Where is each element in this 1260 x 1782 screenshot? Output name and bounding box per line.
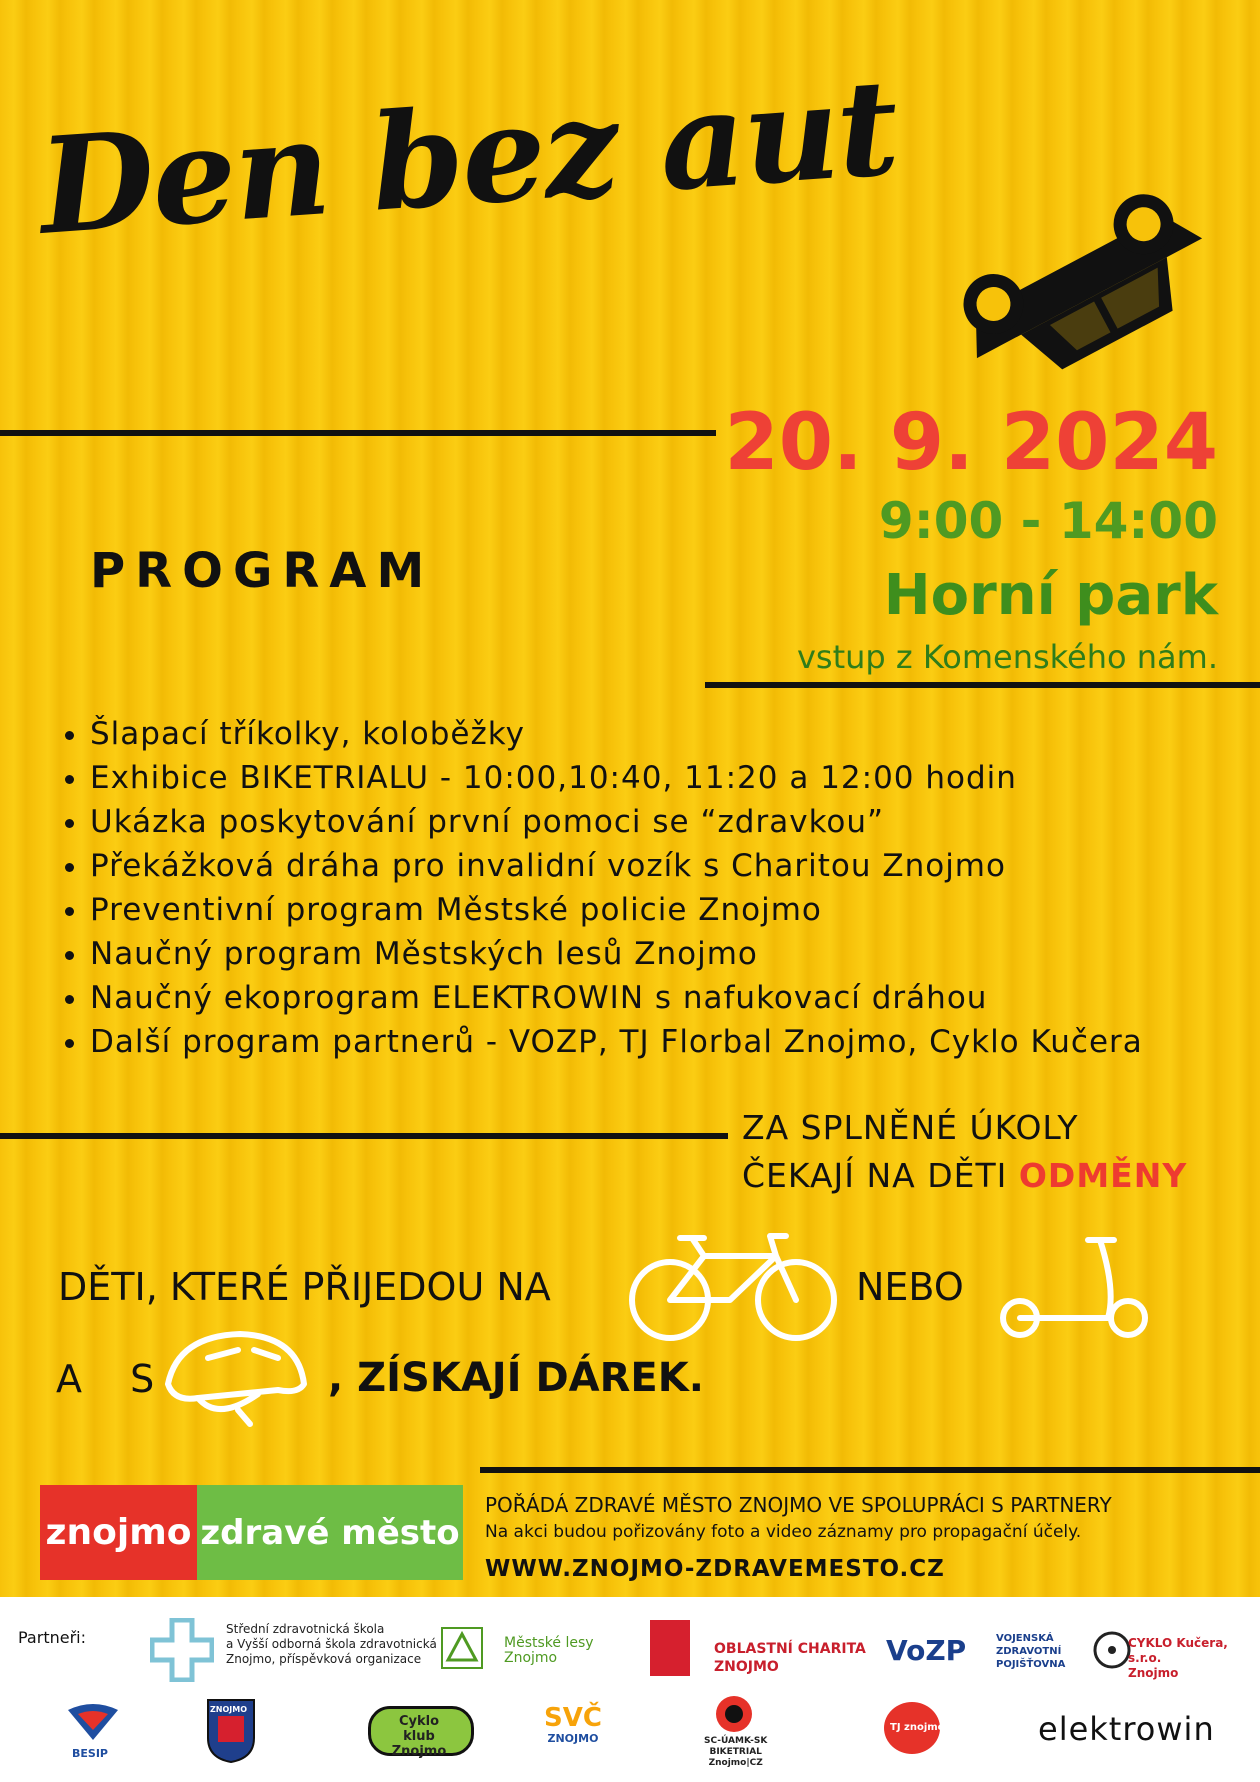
partner-vozp-text: VOJENSKÁ ZDRAVOTNÍ POJIŠŤOVNA — [996, 1633, 1066, 1670]
kids-text-2: NEBO — [856, 1265, 964, 1309]
partners-label: Partneři: — [18, 1628, 86, 1647]
scooter-icon — [998, 1230, 1150, 1342]
organizer-text: POŘÁDÁ ZDRAVÉ MĚSTO ZNOJMO VE SPOLUPRÁCI S PARTNERY — [485, 1493, 1112, 1517]
divider-line — [705, 682, 1260, 688]
list-item: • Ukázka poskytování první pomoci se “zdravkou” — [90, 800, 1240, 844]
list-item: • Naučný ekoprogram ELEKTROWIN s nafukovací dráhou — [90, 976, 1240, 1020]
reward-text — [742, 1104, 1187, 1200]
partner-charita: OBLASTNÍ CHARITA ZNOJMO — [714, 1641, 866, 1675]
list-item: • Šlapací tříkolky, koloběžky — [90, 712, 1240, 756]
partner-cykloklub: Cyklo klub Znojmo — [391, 1714, 447, 1759]
logo-znojmo: znojmo — [40, 1485, 197, 1580]
reward-line-2: ČEKAJÍ NA DĚTI — [742, 1156, 1019, 1195]
partner-elektrowin: elektrowin — [1038, 1710, 1215, 1748]
reward-line-1: ZA SPLNĚNÉ ÚKOLY — [742, 1108, 1079, 1147]
zdrave-mesto-logo — [40, 1485, 463, 1580]
partner-besip: BESIP — [72, 1747, 108, 1760]
szs-cross-icon — [150, 1618, 214, 1682]
partner-szs: Střední zdravotnická škola a Vyšší odborná škola zdravotnická Znojmo, příspěvková organizace — [226, 1622, 437, 1666]
event-entry: vstup z Komenského nám. — [796, 638, 1218, 676]
kucera-wheel-icon — [1092, 1630, 1132, 1670]
partner-police: ZNOJMO — [210, 1705, 248, 1714]
event-date: 20. 9. 2024 — [724, 398, 1218, 488]
partner-biketrial: SC-ÚAMK-SK BIKETRIAL Znojmo|CZ — [704, 1736, 768, 1768]
kids-text-4: , ZÍSKAJÍ DÁREK. — [328, 1355, 704, 1401]
list-item: • Další program partnerů - VOZP, TJ Florbal Znojmo, Cyklo Kučera — [90, 1020, 1240, 1064]
list-item: • Překážková dráha pro invalidní vozík s Charitou Znojmo — [90, 844, 1240, 888]
reward-highlight: ODMĚNY — [1018, 1156, 1188, 1195]
event-venue: Horní park — [883, 563, 1218, 628]
kids-text-3: A S — [56, 1357, 173, 1401]
bicycle-icon — [626, 1228, 840, 1346]
overturned-car-icon — [930, 160, 1230, 390]
partner-tj: TJ znojmo — [890, 1722, 945, 1733]
partner-lesy: Městské lesy Znojmo — [504, 1635, 594, 1666]
program-heading: PROGRAM — [90, 543, 435, 599]
kids-text-1: DĚTI, KTERÉ PŘIJEDOU NA — [58, 1265, 551, 1309]
photo-notice: Na akci budou pořizovány foto a video záznamy pro propagační účely. — [485, 1522, 1082, 1542]
event-title: Den bez aut — [34, 50, 902, 265]
organizer-url[interactable]: WWW.ZNOJMO-ZDRAVEMESTO.CZ — [485, 1556, 945, 1582]
partner-vozp: VoZP — [886, 1634, 967, 1667]
list-item: • Naučný program Městských lesů Znojmo — [90, 932, 1240, 976]
biketrial-icon — [712, 1694, 756, 1734]
program-list — [60, 712, 1240, 1064]
list-item: • Preventivní program Městské policie Znojmo — [90, 888, 1240, 932]
list-item: • Exhibice BIKETRIALU - 10:00,10:40, 11:20 a 12:00 hodin — [90, 756, 1240, 800]
divider-line — [0, 430, 716, 436]
divider-line — [0, 1133, 728, 1139]
logo-zdrave-mesto: zdravé město — [197, 1485, 463, 1580]
divider-line — [480, 1467, 1260, 1473]
helmet-icon — [158, 1328, 310, 1428]
charita-cross-icon — [650, 1620, 690, 1676]
partner-kucera: CYKLO Kučera, s.r.o. Znojmo — [1128, 1636, 1228, 1680]
partner-svc: SVČ ZNOJMO — [544, 1703, 602, 1745]
lesy-tree-icon — [440, 1626, 484, 1670]
event-time: 9:00 - 14:00 — [878, 492, 1218, 550]
